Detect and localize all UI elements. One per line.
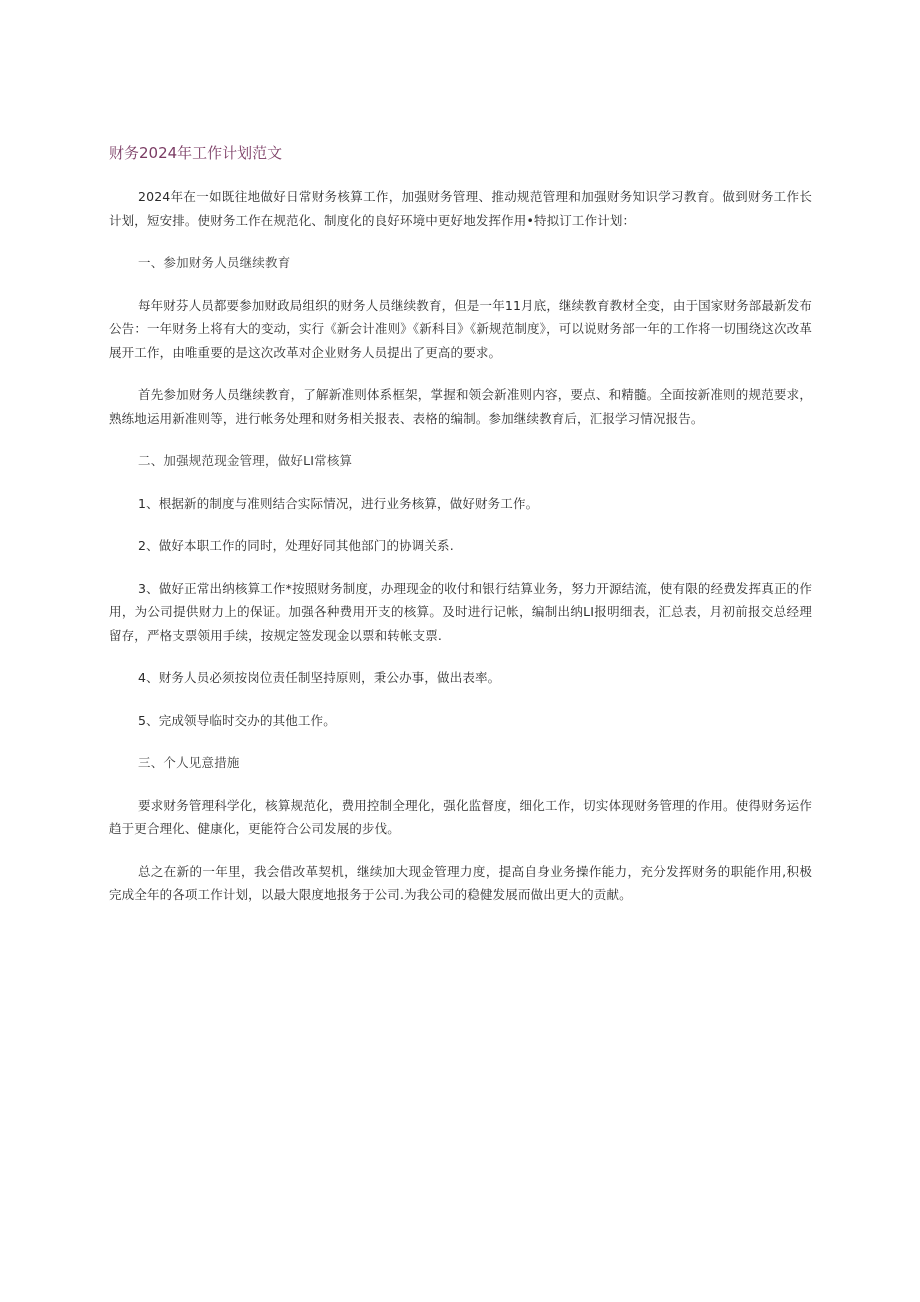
section-2-item-5: 5、完成领导临时交办的其他工作。 xyxy=(138,712,336,728)
section-1-paragraph-1: 每年财芬人员都要参加财政局组织的财务人员继续教育，但是一年11月底，继续教育教材全变，由于国家财务部最新发布公告：一年财务上将有大的变动，实行《新会计准则》《新科目》《新规范制度》，可以说财务部一年的工作将一切围绕这次改革展开工作，由唯重要的是这次改革对企业财务人员提出了更高的要求。 xyxy=(109,297,813,360)
section-heading-2: 二、加强规范现金管理，做好LI常核算 xyxy=(138,453,353,468)
section-2-item-4: 4、财务人员必须按岗位责任制坚持原则，秉公办事，做出表率。 xyxy=(138,670,501,685)
intro-paragraph: 2024年在一如既往地做好日常财务核算工作，加强财务管理、推动规范管理和加强财务知识学习教育。做到财务工作长计划，短安排。使财务工作在规范化、制度化的良好环境中更好地发挥作用•特拟订工作计划： xyxy=(109,189,812,228)
section-2-item-2: 2、做好本职工作的同时，处理好同其他部门的协调关系. xyxy=(138,538,454,553)
section-2-item-1: 1、根据新的制度与准则结合实际情况，进行业务核算，做好财务工作。 xyxy=(138,495,539,511)
document-body xyxy=(109,140,812,926)
section-heading-3: 三、个人见意措施 xyxy=(138,755,240,770)
section-1-paragraph-2: 首先参加财务人员继续教育，了解新准则体系框架，掌握和领会新准则内容，要点、和精髓。全面按新准则的规范要求，熟练地运用新准则等，进行帐务处理和财务相关报表、表格的编制。参加继续教育后，汇报学习情况报告。 xyxy=(109,387,812,426)
section-2-item-3: 3、做好正常出纳核算工作*按照财务制度，办理现金的收付和银行结算业务，努力开源结流，使有限的经费发挥真正的作用，为公司提供财力上的保证。加强各种费用开支的核算。及时进行记帐，编制出纳LI报明细表，汇总表，月初前报交总经理留存，严格支票领用手续，按规定签发现金以票和转帐支票. xyxy=(109,580,812,643)
section-3-paragraph-1: 要求财务管理科学化，核算规范化，费用控制全理化，强化监督度，细化工作，切实体现财务管理的作用。使得财务运作趋于更合理化、健康化，更能符合公司发展的步伐。 xyxy=(109,797,812,836)
section-3-paragraph-2: 总之在新的一年里，我会借改革契机，继续加大现金管理力度，提高自身业务操作能力，充分发挥财务的职能作用,积极完成全年的各项工作计划，以最大限度地报务于公司.为我公司的稳健发展而做出更大的贡献。 xyxy=(109,863,812,902)
document-title: 财务2024年工作计划范文 xyxy=(109,144,283,162)
section-heading-1: 一、参加财务人员继续教育 xyxy=(138,255,291,270)
